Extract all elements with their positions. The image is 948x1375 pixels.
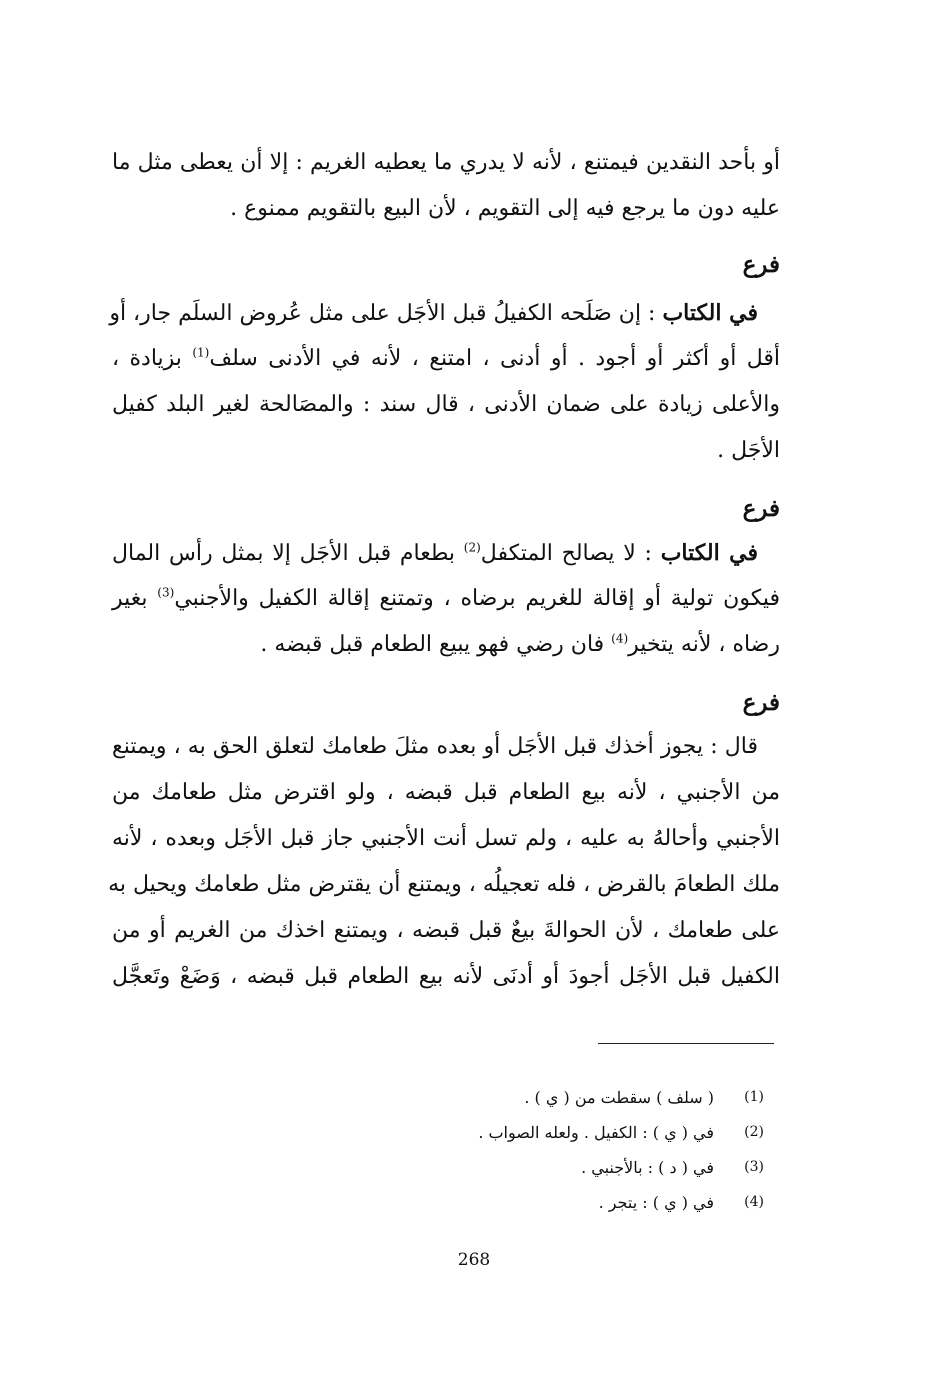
text-fragment: بطعام قبل الأجَل إلا بمثل رأس المال <box>112 541 464 566</box>
source-label: في الكتاب <box>660 540 758 566</box>
footnote-text: في ( ي ) : الكفيل . ولعله الصواب . <box>478 1123 714 1142</box>
footnote-text: في ( ي ) : يتجر . <box>598 1193 714 1212</box>
section-heading: فرع <box>742 495 780 522</box>
section-heading: فرع <box>742 689 780 716</box>
section-3-body <box>108 724 780 1000</box>
text-line <box>109 290 780 336</box>
text-line <box>112 622 780 668</box>
footnote-marker: (4) <box>611 631 629 646</box>
source-label: في الكتاب <box>662 300 758 326</box>
text-line: على طعامك ، لأن الحوالةَ بيعٌ قبل قبضه ، ويمتنع اخذك من الغريم أو من <box>112 918 780 943</box>
text-fragment: أقل أو أكثر أو أجود . أو أدنى ، امتنع ، لأنه في الأدنى سلف <box>209 346 781 371</box>
footnote-number: (4) <box>744 1194 764 1210</box>
footnote-text: ( سلف ) سقطت من ( ي ) . <box>524 1088 714 1107</box>
footnote <box>300 1115 764 1150</box>
footnote-number: (1) <box>744 1089 764 1105</box>
text-fragment: بزيادة ، <box>112 346 193 371</box>
footnote <box>300 1150 764 1185</box>
section-2 <box>112 486 780 532</box>
section-1-body <box>109 290 781 474</box>
footnotes <box>300 1080 764 1220</box>
section-3 <box>112 680 780 726</box>
text-line: أو بأحد النقدين فيمتنع ، لأنه لا يدري ما يعطيه الغريم : إلا أن يعطى مثل ما <box>112 150 780 175</box>
text-line: الأجَل . <box>717 438 780 463</box>
text-line: من الأجنبي ، لأنه بيع الطعام قبل قبضه ، ولو اقترض مثل طعامك من <box>112 780 780 805</box>
footnote-marker: (2) <box>463 540 481 555</box>
footnote-marker: (3) <box>157 585 175 600</box>
footnote-text: في ( د ) : بالأجنبي . <box>581 1158 714 1177</box>
footnote <box>300 1185 764 1220</box>
text-line <box>112 530 780 576</box>
text-fragment: قال : يجوز أخذك قبل الأجَل أو بعده مثلَ طعامك لتعلق الحق به ، ويمتنع <box>112 734 758 759</box>
text-fragment: فيكون تولية أو إقالة للغريم برضاه ، وتمتنع إقالة الكفيل والأجنبي <box>174 586 780 611</box>
page-number: 268 <box>457 1250 491 1270</box>
text-line: عليه دون ما يرجع فيه إلى التقويم ، لأن البيع بالتقويم ممنوع . <box>230 196 780 221</box>
footnote <box>300 1080 764 1115</box>
text-fragment: : لا يصالح المتكفل <box>480 541 661 566</box>
footnote-marker: (1) <box>192 345 210 360</box>
text-line <box>112 336 780 382</box>
footnote-number: (3) <box>744 1159 764 1175</box>
section-1 <box>112 242 780 288</box>
section-2-body <box>112 530 780 668</box>
text-fragment: : إن صَلَحه الكفيلُ قبل الأجَل على مثل عُروض السلَم جار، أو <box>109 301 663 326</box>
footnote-number: (2) <box>744 1124 764 1140</box>
text-line: الأجنبي وأحالهُ به عليه ، ولم تسل أنت الأجنبي جاز قبل الأجَل وبعده ، لأنه <box>112 826 780 851</box>
section-heading: فرع <box>742 251 780 278</box>
text-line: الكفيل قبل الأجَل أجودَ أو أدنَى لأنه بيع الطعام قبل قبضه ، وَضَعْ وتَعجَّل <box>112 964 780 989</box>
paragraph-1 <box>112 140 780 232</box>
text-fragment: بغير <box>112 586 158 611</box>
text-fragment: رضاه ، لأنه يتخير <box>628 632 780 657</box>
text-line <box>112 576 780 622</box>
text-line: والأعلى زيادة على ضمان الأدنى ، قال سند : والمصَالحة لغير البلد كفيل <box>112 392 780 417</box>
text-line <box>112 724 780 770</box>
text-line: ملك الطعامَ بالقرض ، فله تعجيلُه ، ويمتنع أن يقترض مثل طعامك ويحيل به <box>108 872 780 897</box>
text-fragment: فان رضي فهو يبيع الطعام قبل قبضه . <box>260 632 612 657</box>
footnote-separator <box>598 1043 774 1044</box>
